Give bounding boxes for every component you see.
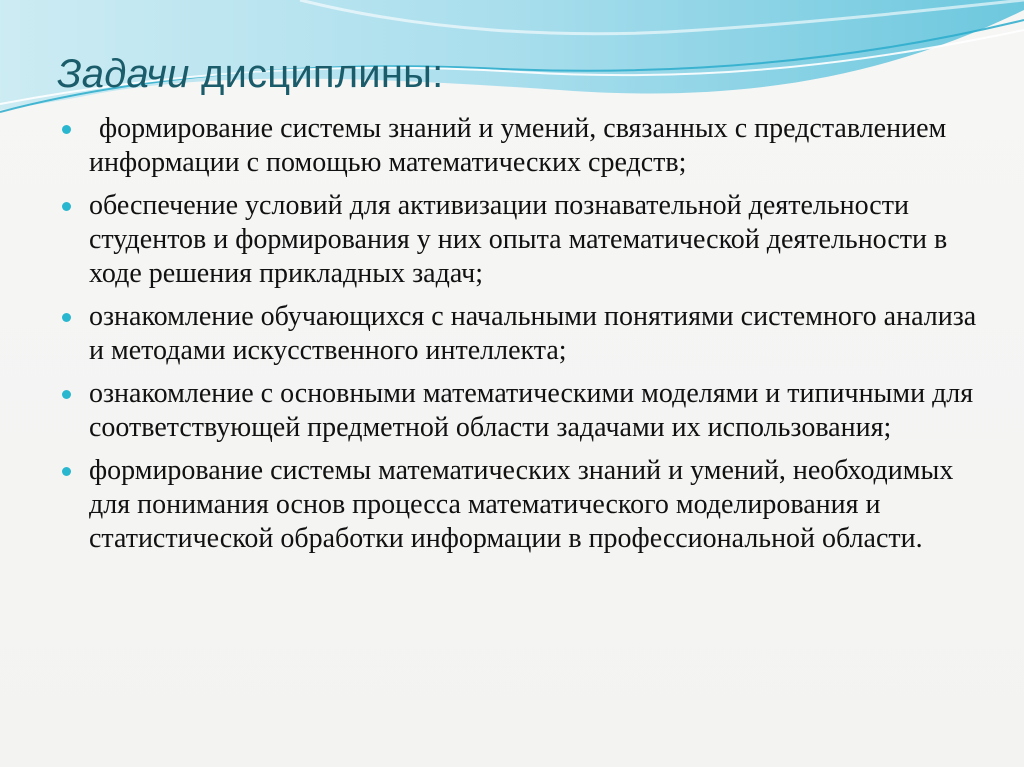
list-item-text: формирование системы математических знаний и умений, необходимых для понимания основ процесса математического моделирования и статистической обработки информации в профессиональной области. [89,455,954,554]
bullet-icon [62,313,71,322]
bullet-icon [62,467,71,476]
title-italic-part: Задачи [57,52,190,96]
list-item [62,189,992,291]
title-regular-part: дисциплины: [200,52,444,96]
list-item [62,300,992,368]
list-item-text: обеспечение условий для активизации познавательной деятельности студентов и формирования у них опыта математической деятельности в ходе решения прикладных задач; [89,190,948,289]
list-item [62,377,992,445]
bullet-icon [62,125,71,134]
bullet-icon [62,202,71,211]
slide-title [57,52,443,97]
list-item-text: формирование системы знаний и умений, связанных с представлением информации с помощью математических средств; [89,113,947,178]
list-item [62,112,992,180]
list-item-text: ознакомление с основными математическими моделями и типичными для соответствующей предметной области задачами их использования; [89,378,974,443]
task-list [62,112,992,565]
list-item [62,454,992,556]
list-item-text: ознакомление обучающихся с начальными понятиями системного анализа и методами искусственного интеллекта; [89,301,977,366]
bullet-icon [62,390,71,399]
